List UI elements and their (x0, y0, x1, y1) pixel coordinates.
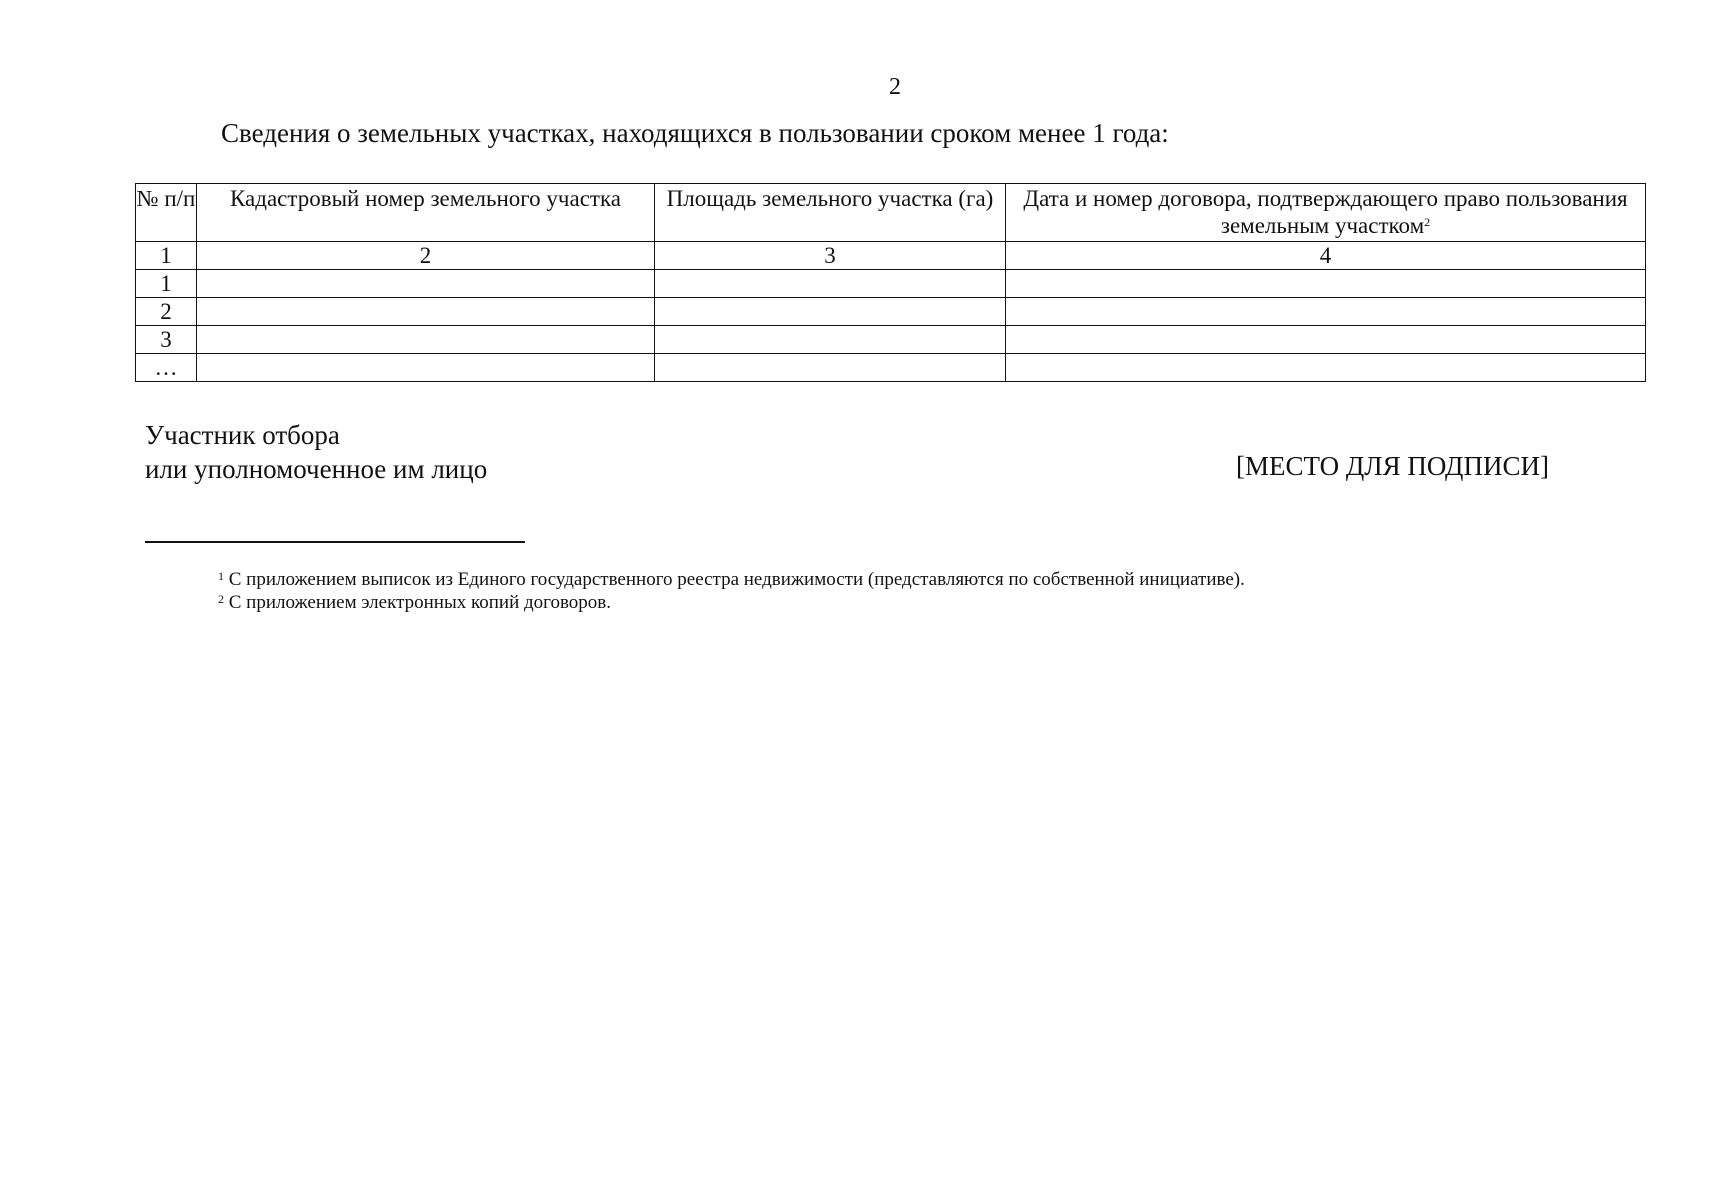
header-number: № п/п (136, 184, 197, 242)
header-contract-label: Дата и номер договора, подтверждающего право пользования земельным участком (1023, 186, 1628, 238)
signer-line-1: Участник отбора (145, 420, 340, 450)
contract-cell[interactable] (1006, 270, 1646, 298)
column-number: 4 (1006, 242, 1646, 270)
signer-block (145, 418, 487, 486)
column-number: 3 (655, 242, 1006, 270)
footnote-separator (145, 541, 525, 543)
footnote-1-mark: 1 (218, 569, 224, 583)
cadastral-cell[interactable] (197, 326, 655, 354)
footnote-mark-2: 2 (1424, 215, 1431, 229)
contract-cell[interactable] (1006, 298, 1646, 326)
row-number: 2 (136, 298, 197, 326)
section-heading: Сведения о земельных участках, находящихся в пользовании сроком менее 1 года: (221, 118, 1169, 148)
area-cell[interactable] (655, 298, 1006, 326)
footnote-2 (218, 591, 1245, 614)
area-cell[interactable] (655, 354, 1006, 382)
area-cell[interactable] (655, 326, 1006, 354)
cadastral-cell[interactable] (197, 270, 655, 298)
column-number: 1 (136, 242, 197, 270)
cadastral-cell[interactable] (197, 354, 655, 382)
column-number-row (136, 242, 1646, 270)
footnote-2-mark: 2 (218, 592, 224, 606)
footnote-1 (218, 568, 1245, 591)
table-row (136, 354, 1646, 382)
footnotes (218, 568, 1245, 614)
table-row (136, 270, 1646, 298)
cadastral-cell[interactable] (197, 298, 655, 326)
footnote-2-text: С приложением электронных копий договоров. (228, 592, 612, 613)
table-row (136, 326, 1646, 354)
contract-cell[interactable] (1006, 326, 1646, 354)
footnote-1-text: С приложением выписок из Единого государственного реестра недвижимости (представляются по собственной инициативе). (228, 569, 1245, 590)
row-number: 3 (136, 326, 197, 354)
page-number: 2 (889, 74, 901, 100)
contract-cell[interactable] (1006, 354, 1646, 382)
signature-placeholder[interactable]: [МЕСТО ДЛЯ ПОДПИСИ] (1236, 451, 1549, 481)
table-header-row (136, 184, 1646, 242)
row-number: 1 (136, 270, 197, 298)
column-number: 2 (197, 242, 655, 270)
row-number: … (136, 354, 197, 382)
header-contract (1006, 184, 1646, 242)
table-row (136, 298, 1646, 326)
header-cadastral-number: Кадастровый номер земельного участка (197, 184, 655, 242)
land-plots-table (135, 183, 1646, 382)
header-area: Площадь земельного участка (га) (655, 184, 1006, 242)
signer-line-2: или уполномоченное им лицо (145, 454, 488, 484)
area-cell[interactable] (655, 270, 1006, 298)
